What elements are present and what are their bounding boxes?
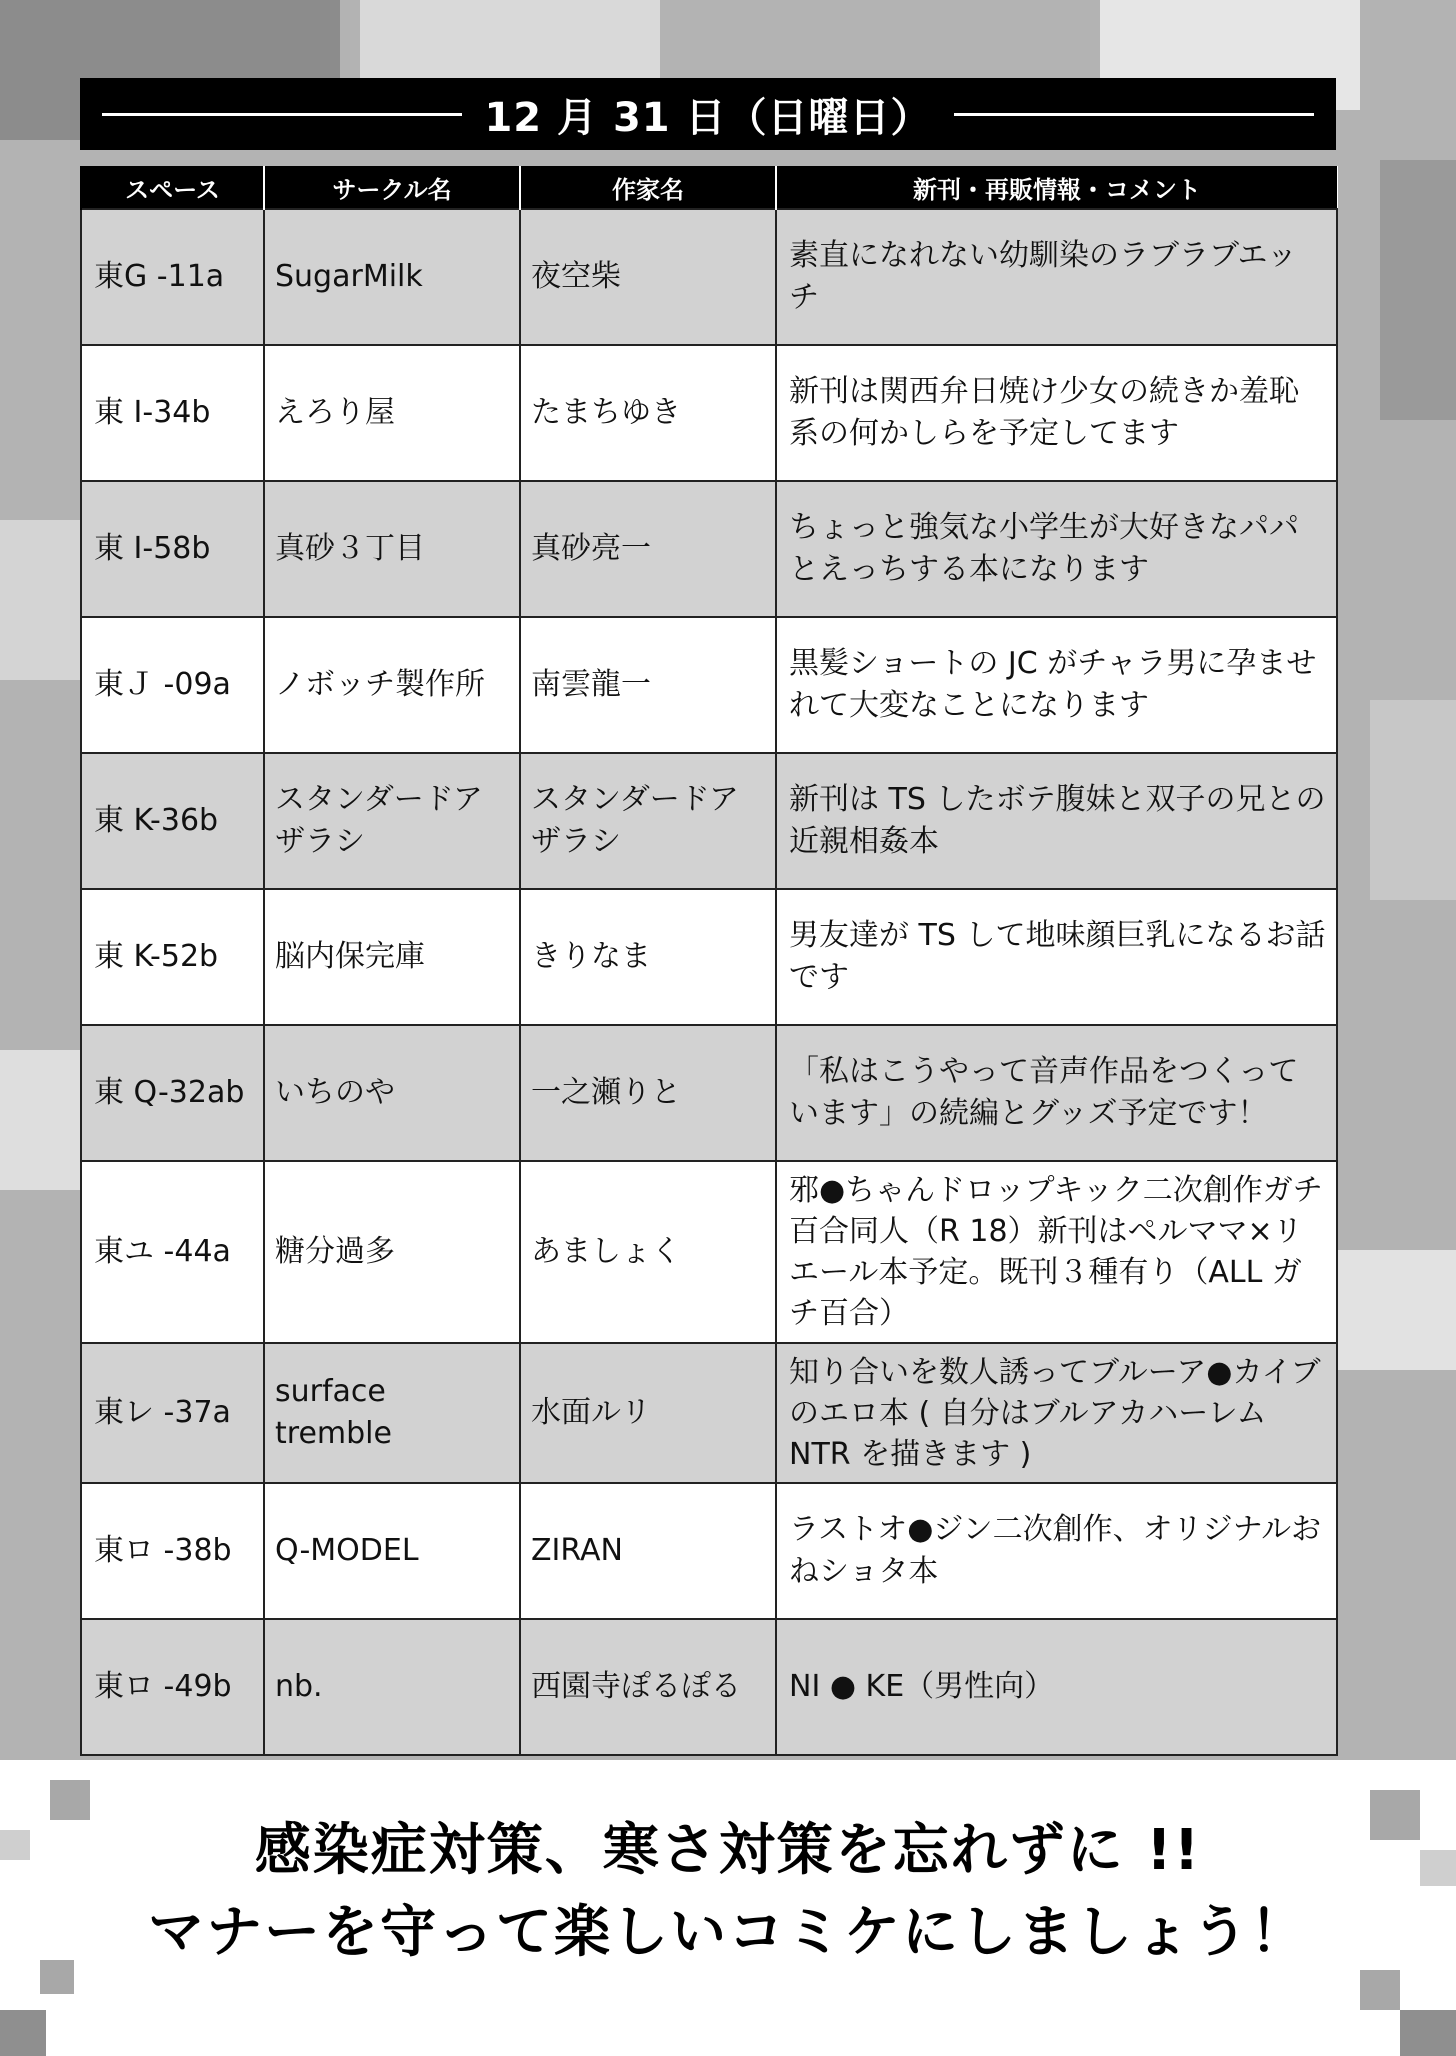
cell-author: 夜空柴 bbox=[520, 209, 776, 345]
cell-comment: 新刊は関西弁日焼け少女の続きか羞恥系の何かしらを予定してます bbox=[776, 345, 1337, 481]
cell-comment: 黒髪ショートの JC がチャラ男に孕ませれて大変なことになります bbox=[776, 617, 1337, 753]
table-header-row bbox=[81, 166, 1337, 209]
column-header-circle: サークル名 bbox=[264, 166, 520, 209]
footer-line-1: 感染症対策、寒さ対策を忘れずに !! bbox=[254, 1818, 1202, 1883]
table-row bbox=[81, 617, 1337, 753]
cell-space: 東Ｊ -09a bbox=[81, 617, 264, 753]
cell-circle: SugarMilk bbox=[264, 209, 520, 345]
cell-comment: ラストオ●ジン二次創作、オリジナルおねショタ本 bbox=[776, 1483, 1337, 1619]
cell-circle: いちのや bbox=[264, 1025, 520, 1161]
cell-circle: surface tremble bbox=[264, 1343, 520, 1483]
table-row bbox=[81, 1025, 1337, 1161]
cell-space: 東G -11a bbox=[81, 209, 264, 345]
cell-space: 東ロ -38b bbox=[81, 1483, 264, 1619]
cell-circle: ノボッチ製作所 bbox=[264, 617, 520, 753]
table-row bbox=[81, 481, 1337, 617]
cell-author: 西園寺ぽるぽる bbox=[520, 1619, 776, 1755]
table-row bbox=[81, 1619, 1337, 1755]
table-row bbox=[81, 345, 1337, 481]
cell-circle: 真砂３丁目 bbox=[264, 481, 520, 617]
cell-comment: 知り合いを数人誘ってブルーア●カイブのエロ本 ( 自分はブルアカハーレム NTR を描きます ) bbox=[776, 1343, 1337, 1483]
cell-author: スタンダードアザラシ bbox=[520, 753, 776, 889]
cell-comment: 男友達が TS して地味顔巨乳になるお話です bbox=[776, 889, 1337, 1025]
cell-author: ZIRAN bbox=[520, 1483, 776, 1619]
cell-comment: NI ● KE（男性向） bbox=[776, 1619, 1337, 1755]
cell-author: きりなま bbox=[520, 889, 776, 1025]
circle-table bbox=[80, 166, 1338, 1756]
banner-rule-right bbox=[954, 113, 1314, 116]
cell-space: 東 Q-32ab bbox=[81, 1025, 264, 1161]
table-row bbox=[81, 1483, 1337, 1619]
cell-comment: ちょっと強気な小学生が大好きなパパとえっちする本になります bbox=[776, 481, 1337, 617]
cell-circle: Q-MODEL bbox=[264, 1483, 520, 1619]
cell-circle: nb. bbox=[264, 1619, 520, 1755]
date-title: 12 月 31 日（日曜日） bbox=[484, 94, 932, 141]
cell-author: 水面ルリ bbox=[520, 1343, 776, 1483]
table-row bbox=[81, 1161, 1337, 1343]
footer-message bbox=[0, 1810, 1456, 1974]
footer-line-2: マナーを守って楽しいコミケにしましょう！ bbox=[148, 1900, 1308, 1965]
cell-space: 東 K-36b bbox=[81, 753, 264, 889]
cell-comment: 新刊は TS したボテ腹妹と双子の兄との近親相姦本 bbox=[776, 753, 1337, 889]
cell-author: たまちゆき bbox=[520, 345, 776, 481]
pixel-decoration bbox=[1360, 1970, 1400, 2010]
schedule-panel bbox=[80, 78, 1336, 1756]
date-banner bbox=[80, 78, 1336, 150]
cell-comment: 「私はこうやって音声作品をつくっています」の続編とグッズ予定です！ bbox=[776, 1025, 1337, 1161]
column-header-comment: 新刊・再販情報・コメント bbox=[776, 166, 1337, 209]
cell-comment: 邪●ちゃんドロップキック二次創作ガチ百合同人（R 18）新刊はペルママ×リエール本予定。既刊３種有り（ALL ガチ百合） bbox=[776, 1161, 1337, 1343]
cell-space: 東 I-58b bbox=[81, 481, 264, 617]
cell-circle: 糖分過多 bbox=[264, 1161, 520, 1343]
cell-space: 東 I-34b bbox=[81, 345, 264, 481]
cell-circle: スタンダードアザラシ bbox=[264, 753, 520, 889]
table-row bbox=[81, 1343, 1337, 1483]
banner-rule-left bbox=[102, 113, 462, 116]
table-row bbox=[81, 209, 1337, 345]
cell-author: 南雲龍一 bbox=[520, 617, 776, 753]
table-row bbox=[81, 753, 1337, 889]
cell-space: 東 K-52b bbox=[81, 889, 264, 1025]
table-row bbox=[81, 889, 1337, 1025]
cell-author: あましょく bbox=[520, 1161, 776, 1343]
pixel-decoration bbox=[0, 2010, 46, 2056]
column-header-author: 作家名 bbox=[520, 166, 776, 209]
cell-author: 真砂亮一 bbox=[520, 481, 776, 617]
cell-circle: えろり屋 bbox=[264, 345, 520, 481]
pixel-decoration bbox=[1400, 2010, 1456, 2056]
column-header-space: スペース bbox=[81, 166, 264, 209]
cell-space: 東ユ -44a bbox=[81, 1161, 264, 1343]
cell-comment: 素直になれない幼馴染のラブラブエッチ bbox=[776, 209, 1337, 345]
cell-space: 東ロ -49b bbox=[81, 1619, 264, 1755]
cell-author: 一之瀬りと bbox=[520, 1025, 776, 1161]
cell-space: 東レ -37a bbox=[81, 1343, 264, 1483]
cell-circle: 脳内保完庫 bbox=[264, 889, 520, 1025]
